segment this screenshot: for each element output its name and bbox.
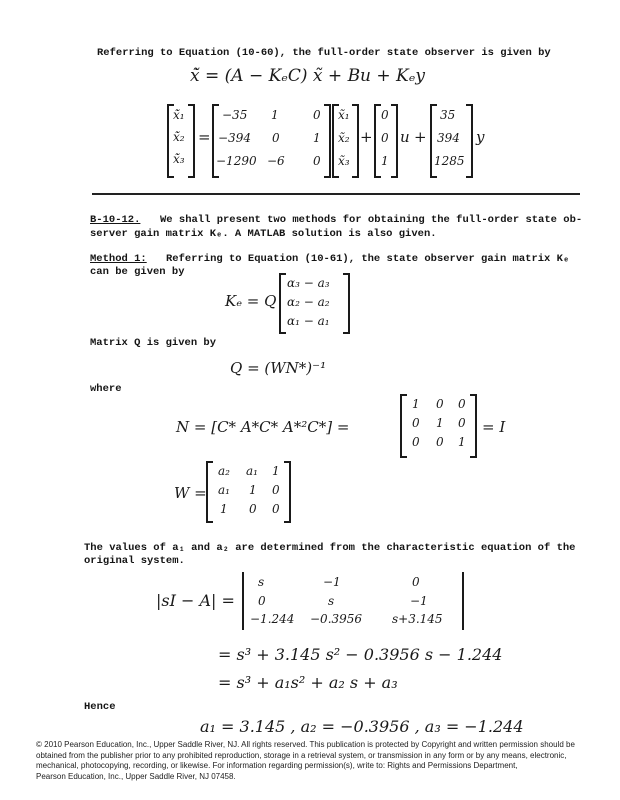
where-label: where	[90, 383, 122, 395]
footer-line: obtained from the publisher prior to any prohibited reproduction, storage in a retrieval system, or transmission in any form or by any means, electronic,	[36, 750, 567, 760]
w-cell: 1	[220, 502, 228, 516]
determinant-cell: −1	[323, 575, 341, 589]
b-bracket-right	[391, 104, 398, 178]
identity-bracket-right	[470, 394, 477, 458]
matrix-cell: −6	[267, 154, 285, 168]
w-bracket-left	[206, 461, 213, 523]
ke-vector-entry: α₂ − a₂	[287, 295, 330, 309]
matrix-cell: −35	[222, 108, 248, 122]
w-cell: 0	[272, 483, 280, 497]
determinant-cell: s	[258, 575, 265, 589]
coefficient-results: a₁ = 3.145 , a₂ = −0.3956 , a₃ = −1.244	[200, 717, 524, 736]
plus-sign: +	[360, 128, 373, 146]
problem-text-1: We shall present two methods for obtaining the full-order state ob-	[160, 214, 583, 226]
identity-cell: 0	[436, 397, 444, 411]
matrix-cell: 1	[271, 108, 279, 122]
w-cell: 0	[249, 502, 257, 516]
determinant-cell: −1	[410, 594, 428, 608]
identity-cell: 0	[458, 397, 466, 411]
matrix-bracket-right	[324, 104, 331, 178]
determinant-cell: s+3.145	[392, 612, 443, 626]
matrix-q-text: Matrix Q is given by	[90, 337, 217, 349]
plus-sign: +	[414, 128, 427, 146]
matrix-cell: 1	[313, 131, 321, 145]
observer-equation: x̃̇ = (A − KₑC) x̃ + Bu + Kₑy	[190, 66, 425, 86]
copyright-footer	[36, 740, 596, 782]
ke-formula-lhs: Kₑ = Q	[225, 292, 277, 310]
matrix-cell: 0	[272, 131, 280, 145]
lhs-entry: x̃̇₁	[173, 108, 185, 122]
identity-cell: 0	[436, 435, 444, 449]
xtilde-bracket-right	[352, 104, 359, 178]
identity-bracket-left	[400, 394, 407, 458]
char-poly-line-1: = s³ + 3.145 s² − 0.3956 s − 1.244	[218, 645, 503, 664]
lhs-entry: x̃̇₃	[173, 152, 185, 166]
footer-line: © 2010 Pearson Education, Inc., Upper Saddle River, NJ. All rights reserved. This publication is protected by Copyright and written permission should be	[36, 740, 575, 749]
determinant-cell: −1.244	[250, 612, 295, 626]
footer-line: mechanical, photocopying, recording, or likewise. For information regarding permission(s), write to: Rights and Permissions Department,	[36, 761, 518, 770]
identity-cell: 0	[412, 435, 420, 449]
xtilde-entry: x̃₁	[338, 108, 350, 122]
xtilde-entry: x̃₃	[338, 154, 350, 168]
input-u: u	[400, 128, 410, 146]
section-divider	[92, 193, 580, 195]
determinant-cell: −0.3956	[310, 612, 363, 626]
identity-cell: 1	[458, 435, 466, 449]
b-entry: 0	[381, 131, 389, 145]
w-cell: 1	[249, 483, 257, 497]
q-equation: Q = (WN*)⁻¹	[230, 359, 327, 377]
ke-vector-bracket-right	[343, 273, 350, 334]
determinant-cell: 0	[412, 575, 420, 589]
identity-cell: 1	[436, 416, 444, 430]
determinant-lhs: |sI − A| =	[156, 591, 235, 610]
char-poly-line-2: = s³ + a₁s² + a₂ s + a₃	[218, 673, 398, 692]
xtilde-entry: x̃₂	[338, 131, 350, 145]
identity-cell: 0	[458, 416, 466, 430]
w-cell: 0	[272, 502, 280, 516]
ke-vector-bracket-left	[279, 273, 286, 334]
values-text-2: original system.	[84, 555, 185, 567]
values-text-1: The values of a₁ and a₂ are determined from the characteristic equation of the	[84, 542, 576, 554]
ke-entry: 35	[440, 108, 456, 122]
b-entry: 1	[381, 154, 389, 168]
identity-cell: 1	[412, 397, 420, 411]
w-bracket-right	[284, 461, 291, 523]
lhs-entry: x̃̇₂	[173, 130, 185, 144]
b-bracket-left	[374, 104, 381, 178]
determinant-cell: 0	[258, 594, 266, 608]
n-equation-lhs: N = [C* A*C* A*²C*] =	[176, 418, 350, 436]
determinant-bar-right	[462, 572, 464, 630]
method1-text-2: can be given by	[90, 266, 185, 278]
problem-number: B-10-12.	[90, 214, 141, 226]
lhs-bracket-right	[188, 104, 195, 178]
identity-equals-i: = I	[482, 418, 506, 436]
method1-text-1: Referring to Equation (10-61), the state observer gain matrix Kₑ	[166, 253, 570, 265]
footer-line: Pearson Education, Inc., Upper Saddle River, NJ 07458.	[36, 771, 236, 781]
matrix-cell: −1290	[216, 154, 257, 168]
w-cell: a₂	[218, 464, 230, 478]
matrix-cell: −394	[218, 131, 251, 145]
matrix-cell: 0	[313, 154, 321, 168]
w-cell: a₁	[246, 464, 258, 478]
b-entry: 0	[381, 108, 389, 122]
ke-bracket-right	[466, 104, 473, 178]
determinant-bar-left	[242, 572, 244, 630]
method1-label: Method 1:	[90, 253, 147, 265]
ke-vector-entry: α₁ − a₁	[287, 314, 330, 328]
determinant-cell: s	[328, 594, 335, 608]
identity-cell: 0	[412, 416, 420, 430]
w-cell: a₁	[218, 483, 230, 497]
hence-label: Hence	[84, 701, 116, 713]
equals-sign: =	[198, 128, 211, 146]
matrix-cell: 0	[313, 108, 321, 122]
ke-entry: 1285	[434, 154, 465, 168]
problem-text-2: server gain matrix Kₑ. A MATLAB solution is also given.	[90, 228, 437, 240]
w-lhs: W =	[174, 484, 207, 502]
w-cell: 1	[272, 464, 280, 478]
ke-entry: 394	[437, 131, 460, 145]
intro-text: Referring to Equation (10-60), the full-order state observer is given by	[97, 47, 551, 59]
ke-vector-entry: α₃ − a₃	[287, 276, 330, 290]
output-y: y	[476, 128, 485, 146]
